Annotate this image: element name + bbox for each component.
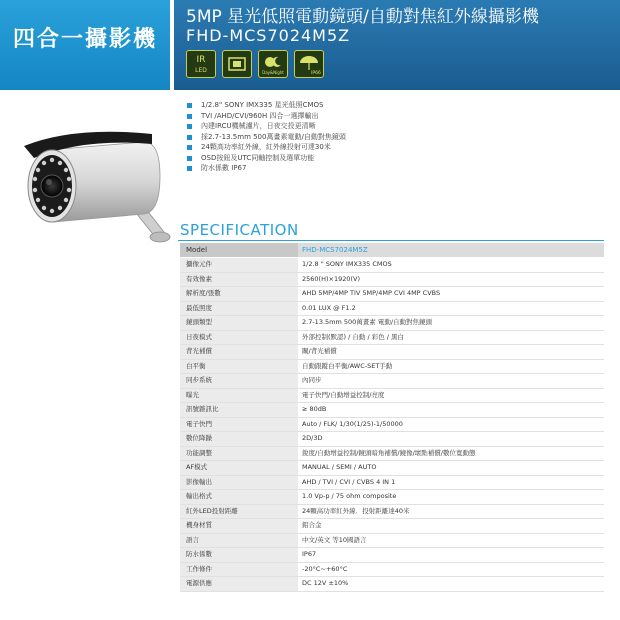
table-row [180, 563, 604, 578]
spec-value: 關/背光補償 [302, 347, 337, 355]
bullet-icon [187, 124, 192, 129]
table-row [180, 403, 604, 418]
spec-title: SPECIFICATION [180, 221, 299, 239]
table-row [180, 345, 604, 360]
spec-value: 中文/英文 等10國語言 [302, 535, 367, 544]
table-row [180, 316, 604, 331]
spec-label: 影像輸出 [180, 476, 298, 490]
spec-label: 有效像素 [180, 273, 298, 287]
spec-label: 鏡頭類型 [180, 316, 298, 330]
ir-led-icon [186, 50, 216, 78]
feature-list [183, 100, 346, 174]
spec-label: 曝光 [180, 389, 298, 403]
spec-label: 電源供應 [180, 577, 298, 591]
spec-label: 日夜模式 [180, 331, 298, 345]
svg-text:Day&Night: Day&Night [262, 70, 284, 75]
spec-label: AF模式 [180, 461, 298, 475]
svg-text:IR: IR [196, 55, 206, 65]
category-title: 四合一攝影機 [12, 27, 157, 52]
spec-label: 攝像元件 [180, 258, 298, 272]
table-row [180, 548, 604, 563]
list-item: 內建IRCU機械濾片，日夜交投更清晰 [183, 121, 346, 132]
spec-value: 1.0 Vp-p / 75 ohm composite [302, 492, 397, 500]
spec-value: AHD / TVI / CVI / CVBS 4 IN 1 [302, 477, 396, 486]
spec-label: 功能調整 [180, 447, 298, 461]
table-row [180, 331, 604, 346]
spec-value: 0.01 LUX @ F1.2 [302, 303, 356, 312]
page-header [0, 0, 620, 90]
product-title: 5MP 星光低照電動鏡頭/自動對焦紅外線攝影機 [186, 7, 539, 27]
svg-text:IP66: IP66 [311, 71, 321, 76]
spec-value: 外部控制(默認) / 自動 / 彩色 / 黑白 [302, 332, 405, 341]
bullet-icon [187, 103, 192, 108]
table-row [180, 273, 604, 288]
table-row [180, 287, 604, 302]
spec-header-label: Model [180, 243, 298, 257]
list-item: 防水係數 IP67 [183, 163, 346, 174]
spec-value: 1/2.8 " SONY IMX335 CMOS [302, 260, 392, 268]
spec-value: 自動跟蹤白平衡/AWC-SET手動 [302, 361, 393, 370]
spec-label: 解析度/張數 [180, 287, 298, 301]
spec-value: 2D/3D [302, 434, 323, 442]
spec-label: 工作條件 [180, 563, 298, 577]
list-item: OSD按鈕及UTC同軸控制及選單功能 [183, 153, 346, 164]
category-banner [0, 0, 170, 90]
list-item: 24顆高功率紅外線，紅外線投射可達30米 [183, 142, 346, 153]
bullet-icon [187, 145, 192, 150]
spec-label: 最低照度 [180, 302, 298, 316]
spec-label: 紅外LED投射距離 [180, 505, 298, 519]
ip66-weatherproof-icon [294, 50, 324, 78]
spec-label: 電子快門 [180, 418, 298, 432]
table-row [180, 519, 604, 534]
spec-label: 輸出格式 [180, 490, 298, 504]
table-row [180, 476, 604, 491]
spec-value: Auto / FLK/ 1/30(1/25)-1/50000 [302, 419, 403, 428]
spec-value: IP67 [302, 550, 317, 558]
bullet-camera-image [14, 120, 174, 260]
list-item: TVI /AHD/CVI/960H 四合一選擇輸出 [183, 111, 346, 122]
list-item: 採2.7-13.5mm 500萬畫素電動/自動對焦鏡頭 [183, 132, 346, 143]
spec-value: 電子快門/自動增益控制/亮度 [302, 390, 385, 399]
table-row [180, 432, 604, 447]
spec-value: 24顆高功率紅外線．投射距離達40米 [302, 506, 410, 515]
bullet-icon [187, 156, 192, 161]
spec-label: 訊號雜訊比 [180, 403, 298, 417]
day-night-icon [258, 50, 288, 78]
bullet-icon [187, 166, 192, 171]
spec-header-value: FHD-MCS7024M5Z [298, 243, 604, 257]
table-row [180, 447, 604, 462]
spec-value: 2560(H)×1920(V) [302, 274, 361, 283]
list-item: 1/2.8" SONY IMX335 星光低照CMOS [183, 100, 346, 111]
spec-divider [178, 240, 604, 241]
spec-label: 防水係數 [180, 548, 298, 562]
table-row [180, 577, 604, 592]
spec-label: 語言 [180, 534, 298, 548]
table-row [180, 389, 604, 404]
table-row [180, 418, 604, 433]
table-row [180, 374, 604, 389]
svg-text:LED: LED [195, 67, 207, 74]
spec-label: 白平衡 [180, 360, 298, 374]
table-row [180, 360, 604, 375]
spec-label: 同步系統 [180, 374, 298, 388]
table-row [180, 534, 604, 549]
product-banner [174, 0, 620, 90]
spec-label: 機身材質 [180, 519, 298, 533]
spec-value: 2.7-13.5mm 500萬畫素 電動/自動對焦鏡頭 [302, 318, 433, 326]
table-row [180, 302, 604, 317]
spec-table [180, 258, 604, 592]
spec-header-row [180, 243, 604, 257]
spec-value: 銳度/自動增益控制/鏡頭暗角補償/鏡像/壞點補償/數位寬動態 [302, 448, 476, 457]
spec-value: MANUAL / SEMI / AUTO [302, 463, 377, 471]
spec-value: DC 12V ±10% [302, 579, 349, 587]
spec-value: 鋁合金 [302, 521, 322, 529]
bullet-icon [187, 135, 192, 140]
table-row [180, 461, 604, 476]
spec-value: 內同步 [302, 376, 322, 384]
table-row [180, 505, 604, 520]
bullet-icon [187, 114, 192, 119]
table-row [180, 490, 604, 505]
product-model: FHD-MCS7024M5Z [186, 26, 351, 45]
spec-value: ≥ 80dB [302, 405, 327, 413]
spec-label: 背光補償 [180, 345, 298, 359]
spec-value: -20°C~+60°C [302, 564, 348, 573]
spec-value: AHD 5MP/4MP TIV 5MP/4MP CVI 4MP CVBS [302, 289, 441, 297]
table-row [180, 258, 604, 273]
spec-label: 數位降躁 [180, 432, 298, 446]
sony-sensor-icon [222, 50, 252, 78]
